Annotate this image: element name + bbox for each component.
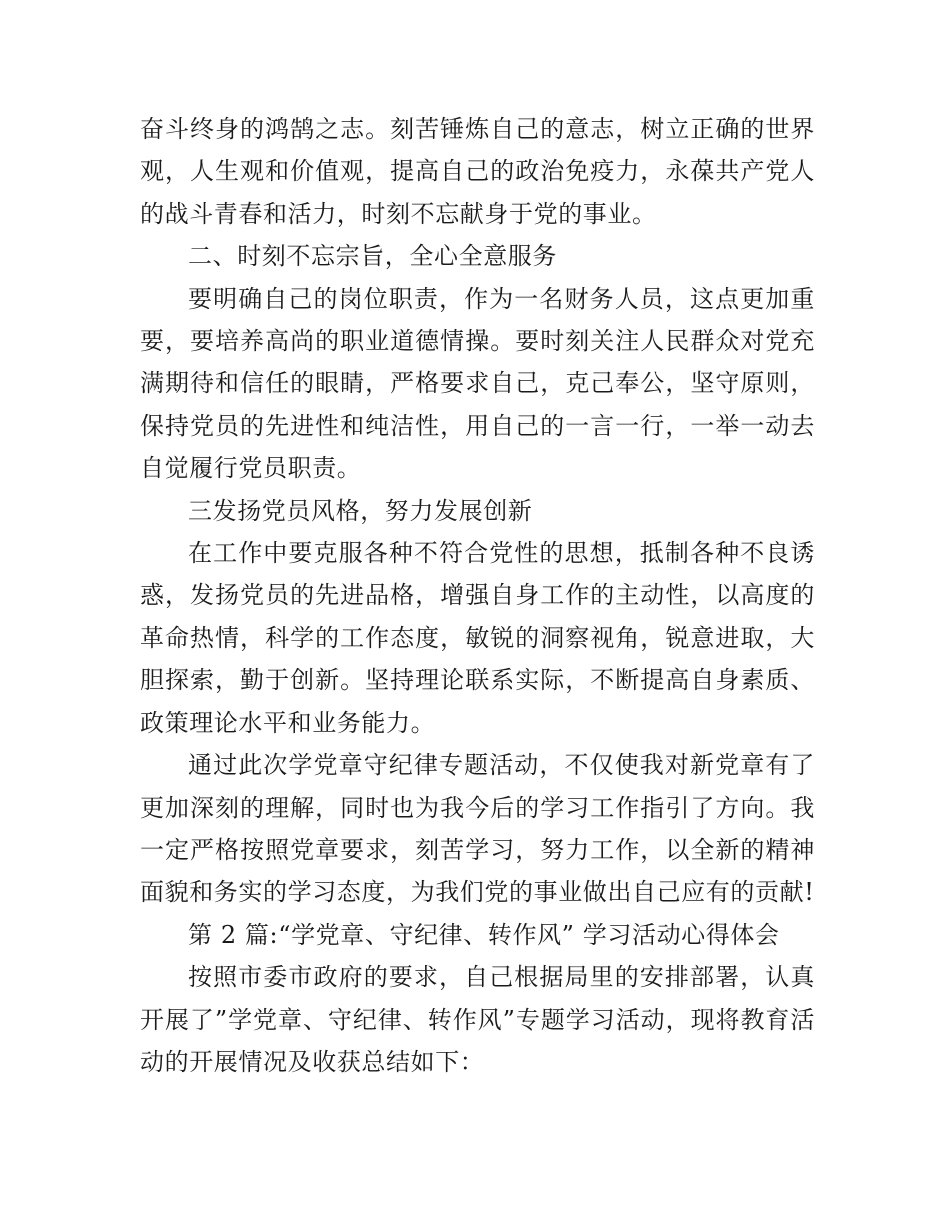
- paragraph-innovation: 在工作中要克服各种不符合党性的思想，抵制各种不良诱惑，发扬党员的先进品格，增强自身工作的主动性，以高度的革命热情，科学的工作态度，敏锐的洞察视角，锐意进取，大胆探索，勤于创新。坚持理论联系实际，不断提高自身素质、政策理论水平和业务能力。: [140, 539, 815, 737]
- paragraph-continuation: 奋斗终身的鸿鹄之志。刻苦锤炼自己的意志，树立正确的世界观，人生观和价值观，提高自己的政治免疫力，永葆共产党人的战斗青春和活力，时刻不忘献身于党的事业。: [140, 115, 815, 228]
- paragraph-job-duty: 要明确自己的岗位职责，作为一名财务人员，这点更加重要，要培养高尚的职业道德情操。要时刻关注人民群众对党充满期待和信任的眼睛，严格要求自己，克己奉公，坚守原则，保持党员的先进性和纯洁性，用自己的一言一行，一举一动去自觉履行党员职责。: [140, 284, 815, 483]
- article-2-title: 第 2 篇:“学党章、守纪律、转作风” 学习活动心得体会: [188, 920, 780, 949]
- paragraph-conclusion: 通过此次学党章守纪律专题活动，不仅使我对新党章有了更加深刻的理解，同时也为我今后的学习工作指引了方向。我一定严格按照党章要求，刻苦学习，努力工作，以全新的精神面貌和务实的学习态度，为我们党的事业做出自己应有的贡献!: [140, 751, 815, 907]
- document-body: [140, 108, 815, 1083]
- section-heading-2: 二、时刻不忘宗旨，全心全意服务: [188, 242, 557, 271]
- paragraph-article-2-intro: 按照市委市政府的要求，自己根据局里的安排部署，认真开展了”学党章、守纪律、转作风”专题学习活动，现将教育活动的开展情况及收获总结如下：: [140, 963, 815, 1076]
- section-heading-3: 三发扬党员风格，努力发展创新: [188, 496, 533, 525]
